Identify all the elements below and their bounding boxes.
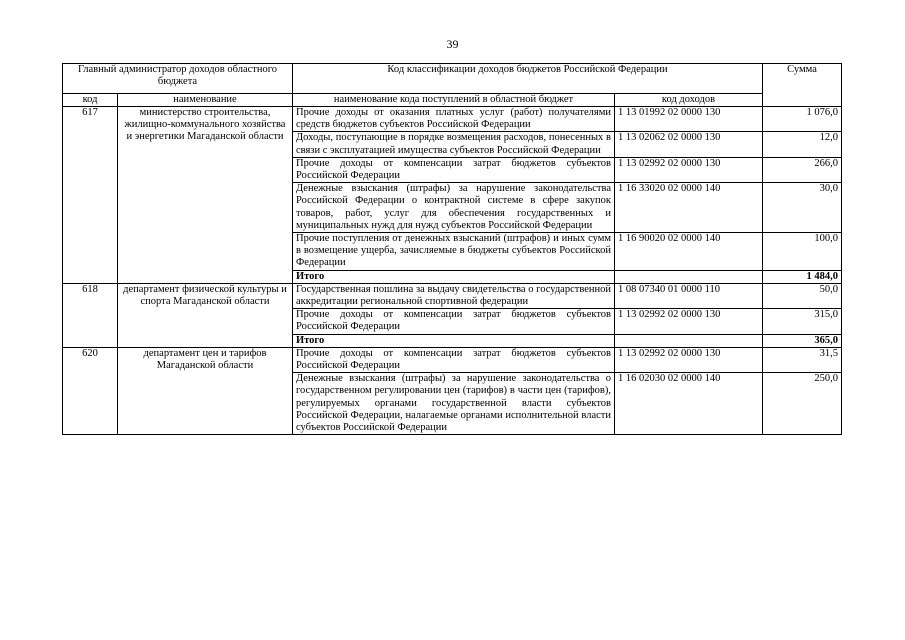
- header-main-admin: Главный администратор доходов областного бюджета: [63, 64, 293, 94]
- revenue-name: Доходы, поступающие в порядке возмещения расходов, понесенных в связи с эксплуатацией имущества субъектов Российской Федерации: [293, 132, 615, 157]
- admin-code: 617: [63, 107, 118, 284]
- total-amount: 1 484,0: [763, 270, 842, 283]
- revenue-name: Государственная пошлина за выдачу свидетельства о государственной аккредитации региональной спортивной федерации: [293, 283, 615, 308]
- revenue-name: Прочие доходы от компенсации затрат бюджетов субъектов Российской Федерации: [293, 347, 615, 372]
- revenue-code: 1 16 90020 02 0000 140: [615, 233, 763, 271]
- admin-code: 618: [63, 283, 118, 347]
- amount: 50,0: [763, 283, 842, 308]
- revenue-name: Прочие доходы от компенсации затрат бюджетов субъектов Российской Федерации: [293, 157, 615, 182]
- total-amount: 365,0: [763, 334, 842, 347]
- header-code: код: [63, 94, 118, 107]
- total-code-empty: [615, 334, 763, 347]
- admin-name: департамент цен и тарифов Магаданской области: [118, 347, 293, 434]
- revenue-name: Прочие доходы от оказания платных услуг (работ) получателями средств бюджетов субъектов Российской Федерации: [293, 107, 615, 132]
- amount: 250,0: [763, 373, 842, 435]
- revenue-name: Прочие доходы от компенсации затрат бюджетов субъектов Российской Федерации: [293, 309, 615, 334]
- table-row: [63, 107, 842, 132]
- admin-name: министерство строительства, жилищно-коммунального хозяйства и энергетики Магаданской области: [118, 107, 293, 284]
- revenue-code: 1 16 02030 02 0000 140: [615, 373, 763, 435]
- revenue-code: 1 13 02062 02 0000 130: [615, 132, 763, 157]
- revenue-code: 1 13 02992 02 0000 130: [615, 157, 763, 182]
- revenue-code: 1 13 01992 02 0000 130: [615, 107, 763, 132]
- revenue-name: Прочие поступления от денежных взысканий (штрафов) и иных сумм в возмещение ущерба, зачисляемые в бюджеты субъектов Российской Федерации: [293, 233, 615, 271]
- header-name: наименование: [118, 94, 293, 107]
- revenue-table: [62, 63, 842, 435]
- revenue-code: 1 08 07340 01 0000 110: [615, 283, 763, 308]
- revenue-code: 1 16 33020 02 0000 140: [615, 183, 763, 233]
- revenue-name: Денежные взыскания (штрафы) за нарушение законодательства о государственном регулировании цен (тарифов) в части цен (тарифов), регулируемых органами государственной власти субъектов Российской Федерации, налагаемые органами исполнительной власти субъектов Российской Федерации: [293, 373, 615, 435]
- header-revenue-name: наименование кода поступлений в областной бюджет: [293, 94, 615, 107]
- admin-name: департамент физической культуры и спорта Магаданской области: [118, 283, 293, 347]
- total-code-empty: [615, 270, 763, 283]
- header-revenue-code: код доходов: [615, 94, 763, 107]
- amount: 30,0: [763, 183, 842, 233]
- admin-code: 620: [63, 347, 118, 434]
- table-row: [63, 347, 842, 372]
- header-amount: Сумма: [763, 64, 842, 107]
- amount: 100,0: [763, 233, 842, 271]
- total-label: Итого: [293, 334, 615, 347]
- revenue-name: Денежные взыскания (штрафы) за нарушение законодательства Российской Федерации о контрактной системе в сфере закупок товаров, работ, услуг для обеспечения государственных и муниципальных нужд для нужд субъектов Российской Федерации: [293, 183, 615, 233]
- amount: 12,0: [763, 132, 842, 157]
- total-label: Итого: [293, 270, 615, 283]
- amount: 1 076,0: [763, 107, 842, 132]
- amount: 315,0: [763, 309, 842, 334]
- amount: 31,5: [763, 347, 842, 372]
- revenue-code: 1 13 02992 02 0000 130: [615, 347, 763, 372]
- amount: 266,0: [763, 157, 842, 182]
- page-number: 39: [446, 37, 459, 51]
- revenue-code: 1 13 02992 02 0000 130: [615, 309, 763, 334]
- table-row: [63, 283, 842, 308]
- header-classification: Код классификации доходов бюджетов Российской Федерации: [293, 64, 763, 94]
